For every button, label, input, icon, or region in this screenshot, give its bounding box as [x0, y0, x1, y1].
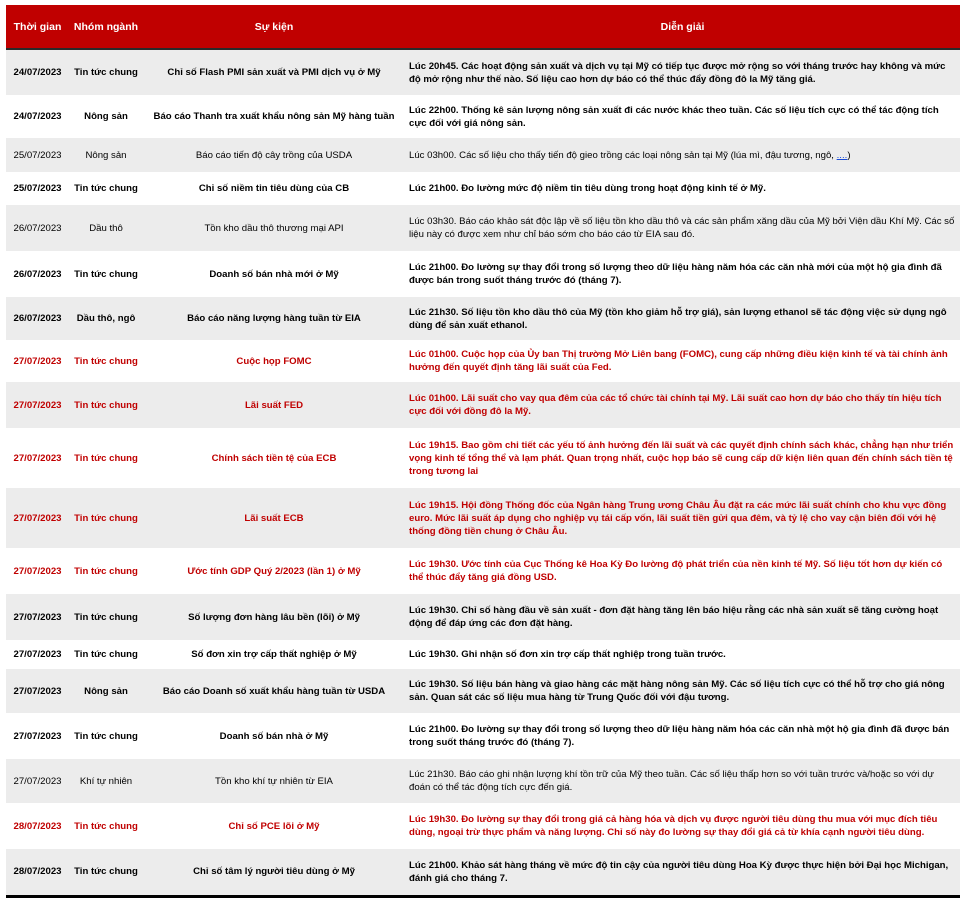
row-description	[405, 669, 960, 713]
row-description-text: Lúc 22h00. Thống kê sản lượng nông sản xuất đi các nước khác theo tuần. Các số liệu tích cực có thể tác động tích cực đối với giá nông sản.	[409, 104, 939, 129]
row-event-text: Doanh số bán nhà mới ở Mỹ	[209, 268, 339, 280]
row-event-text: Tồn kho khí tự nhiên từ EIA	[215, 775, 333, 787]
row-description: Lúc 03h00. Các số liệu cho thấy tiến độ gieo trồng các loại nông sản tại Mỹ (lúa mì, đậu tương, ngô, ....)	[409, 149, 851, 161]
row-group-text: Tin tức chung	[74, 355, 138, 367]
row-group	[69, 297, 143, 340]
row-description	[405, 640, 960, 669]
row-description	[405, 849, 960, 896]
row-event-text: Số đơn xin trợ cấp thất nghiệp ở Mỹ	[191, 649, 357, 660]
table-header	[6, 5, 960, 49]
row-description-text: Lúc 21h00. Khảo sát hàng tháng về mức độ tin cậy của người tiêu dùng Hoa Kỳ được thực hiện bởi Đại học Michigan, đánh giá cho tháng 7.	[409, 859, 949, 884]
row-date	[6, 95, 69, 138]
row-event-text: Doanh số bán nhà ở Mỹ	[219, 730, 329, 742]
row-description	[405, 172, 960, 205]
row-event	[143, 713, 405, 759]
events-table	[6, 5, 960, 898]
row-group-text: Tin tức chung	[74, 866, 138, 878]
row-description	[405, 340, 960, 382]
table-row	[6, 138, 960, 172]
row-event-text: Báo cáo Doanh số xuất khẩu hàng tuần từ USDA	[162, 685, 386, 697]
row-group-text: Tin tức chung	[74, 512, 138, 524]
row-date	[6, 172, 69, 205]
row-date-text: 28/07/2023	[13, 866, 62, 878]
table-row	[6, 849, 960, 896]
table-row	[6, 205, 960, 251]
table-row	[6, 297, 960, 340]
row-event	[143, 548, 405, 594]
row-event	[143, 172, 405, 205]
row-group	[69, 172, 143, 205]
row-event	[143, 340, 405, 382]
row-group	[69, 803, 143, 849]
row-date	[6, 640, 69, 669]
table-row	[6, 640, 960, 669]
row-description-text: Lúc 03h30. Báo cáo khảo sát độc lập về số liệu tồn kho dầu thô và các sản phẩm xăng dầu của Mỹ bởi Viện dầu Khí Mỹ. Các số liệu này có được xem như chỉ báo sớm cho báo cáo từ EIA sau đó.	[409, 216, 955, 240]
economic-calendar	[6, 5, 960, 898]
table-row	[6, 428, 960, 488]
table-row	[6, 803, 960, 849]
row-group	[69, 640, 143, 669]
header-group: Nhóm ngành	[69, 5, 143, 49]
table-row	[6, 759, 960, 803]
row-group	[69, 138, 143, 172]
table-row	[6, 172, 960, 205]
row-group-text: Dầu thô	[89, 222, 123, 234]
row-description	[405, 251, 960, 297]
row-date	[6, 548, 69, 594]
row-description	[405, 803, 960, 849]
row-group	[69, 340, 143, 382]
row-group-text: Nông sản	[85, 149, 127, 161]
row-description	[405, 382, 960, 428]
row-group	[69, 759, 143, 803]
row-description	[405, 95, 960, 138]
row-date-text: 27/07/2023	[13, 355, 62, 367]
row-group	[69, 49, 143, 95]
row-description	[405, 594, 960, 640]
row-group	[69, 428, 143, 488]
row-date-text: 27/07/2023	[13, 649, 62, 660]
row-event	[143, 849, 405, 896]
row-group	[69, 382, 143, 428]
row-description-text: Lúc 21h30. Số liệu tồn kho dầu thô của Mỹ (tồn kho giảm hỗ trợ giá), sản lượng ethanol sẽ tác động việc sử dụng ngô dùng để sản xuất ethanol.	[409, 306, 947, 331]
row-date-text: 27/07/2023	[13, 565, 62, 577]
row-date-text: 27/07/2023	[13, 730, 62, 742]
row-date-text: 27/07/2023	[13, 611, 62, 623]
row-description-text: Lúc 19h30. Ước tính của Cục Thống kê Hoa Kỳ Đo lường độ phát triển của nền kinh tế Mỹ. Số liệu tốt hơn dự kiến có thể thúc đẩy tăng giá đồng USD.	[409, 559, 943, 583]
row-description-text: Lúc 03h00. Các số liệu cho thấy tiến độ gieo trồng các loại nông sản tại Mỹ (lúa mì, đậu tương, ngô,	[409, 149, 834, 161]
row-date-text: 27/07/2023	[13, 512, 62, 524]
row-date	[6, 759, 69, 803]
row-description-text: Lúc 19h30. Đo lường sự thay đổi trong giá cả hàng hóa và dịch vụ được người tiêu dùng thu mua với mục đích tiêu dùng, ngoại trừ thực phẩm và năng lượng. Chỉ số này đo lường sự thay đổi giá cả từ khía cạnh người tiêu dùng.	[409, 814, 938, 838]
row-event	[143, 803, 405, 849]
table-row	[6, 49, 960, 95]
row-group	[69, 548, 143, 594]
row-event	[143, 297, 405, 340]
row-date	[6, 340, 69, 382]
row-group	[69, 849, 143, 896]
row-description-text: Lúc 21h00. Đo lường sự thay đổi trong số lượng theo dữ liệu hàng năm hóa các căn nhà một hộ gia đình đã được bán trong suốt tháng trước đó (tháng 7).	[409, 724, 950, 748]
row-group	[69, 95, 143, 138]
row-event-text: Chỉ số Flash PMI sản xuất và PMI dịch vụ ở Mỹ	[167, 67, 381, 78]
row-group	[69, 669, 143, 713]
row-description-text: Lúc 19h15. Hội đồng Thống đốc của Ngân hàng Trung ương Châu Âu đặt ra các mức lãi suất chính cho khu vực đồng euro. Mức lãi suất áp dụng cho nghiệp vụ tái cấp vốn, lãi suất tiền gửi qua đêm, và tỷ lệ cho vay cận biên đối với hệ thống đồng tiền chung ở Châu Âu.	[409, 499, 947, 537]
row-date-text: 26/07/2023	[13, 268, 62, 280]
row-event-text: Cuộc họp FOMC	[236, 355, 312, 367]
row-event-text: Ước tính GDP Quý 2/2023 (lần 1) ở Mỹ	[187, 565, 361, 577]
row-description	[405, 297, 960, 340]
row-date	[6, 138, 69, 172]
row-event	[143, 49, 405, 95]
row-description-text: Lúc 21h00. Đo lường sự thay đổi trong số lượng theo dữ liệu hàng năm hóa các căn nhà mới của một hộ gia đình đã được bán trong suốt tháng trước đó (tháng 7).	[409, 262, 942, 286]
row-event-text: Báo cáo năng lượng hàng tuần từ EIA	[187, 313, 361, 324]
row-group-text: Tin tức chung	[74, 67, 138, 78]
row-description-text: Lúc 01h00. Lãi suất cho vay qua đêm của các tổ chức tài chính tại Mỹ. Lãi suất cao hơn dự báo cho thấy tín hiệu tích cực đối với đồng đô la Mỹ.	[409, 393, 942, 417]
row-event	[143, 138, 405, 172]
row-description-text: Lúc 01h00. Cuộc họp của Ủy ban Thị trường Mở Liên bang (FOMC), cung cấp những điều kiện kinh tế và tài chính ảnh hưởng đến quyết định tăng lãi suất của Fed.	[409, 349, 948, 373]
row-description	[405, 488, 960, 548]
row-date-text: 24/07/2023	[13, 67, 62, 78]
row-description-text: Lúc 19h30. Chỉ số hàng đầu về sản xuất - đơn đặt hàng tăng lên báo hiệu rằng các nhà sản xuất sẽ tăng cường hoạt động để đáp ứng các đơn đặt hàng.	[409, 605, 939, 629]
row-date	[6, 49, 69, 95]
row-event	[143, 382, 405, 428]
row-description-text: Lúc 20h45. Các hoạt động sản xuất và dịch vụ tại Mỹ có tiếp tục được mở rộng so với tháng trước hay không và mức độ mở rộng như thế nào. Số liệu cao hơn dự báo có thể thúc đẩy đồng đô la Mỹ tăng giá.	[409, 60, 946, 85]
row-date	[6, 669, 69, 713]
row-date	[6, 205, 69, 251]
table-row	[6, 488, 960, 548]
table-row	[6, 340, 960, 382]
row-event-text: Chỉ số niềm tin tiêu dùng của CB	[198, 183, 350, 194]
row-group-text: Tin tức chung	[74, 399, 138, 411]
row-group-text: Tin tức chung	[74, 452, 138, 464]
row-date	[6, 297, 69, 340]
row-event-text: Số lượng đơn hàng lâu bền (lõi) ở Mỹ	[188, 611, 360, 623]
row-date-text: 27/07/2023	[13, 399, 62, 411]
row-event-text: Lãi suất ECB	[244, 512, 304, 524]
table-row	[6, 594, 960, 640]
row-event	[143, 488, 405, 548]
row-date	[6, 251, 69, 297]
row-date	[6, 382, 69, 428]
row-group-text: Nông sản	[84, 685, 128, 697]
row-event-text: Chính sách tiền tệ của ECB	[211, 452, 337, 464]
row-date	[6, 713, 69, 759]
row-event	[143, 640, 405, 669]
row-event-text: Lãi suất FED	[244, 399, 304, 411]
row-description	[405, 548, 960, 594]
row-date-text: 26/07/2023	[13, 313, 62, 324]
row-group	[69, 251, 143, 297]
row-date-text: 25/07/2023	[13, 183, 62, 194]
header-event: Sự kiện	[143, 5, 405, 49]
row-description	[405, 205, 960, 251]
header-time: Thời gian	[6, 5, 69, 49]
row-event	[143, 428, 405, 488]
row-date-text: 24/07/2023	[13, 111, 62, 122]
row-date-text: 26/07/2023	[13, 222, 62, 234]
row-group-text: Tin tức chung	[74, 649, 138, 660]
table-row	[6, 382, 960, 428]
row-group-text: Tin tức chung	[74, 183, 138, 194]
row-description	[405, 428, 960, 488]
row-date	[6, 849, 69, 896]
row-date	[6, 488, 69, 548]
row-date-text: 28/07/2023	[13, 820, 62, 832]
row-date	[6, 803, 69, 849]
table-row	[6, 669, 960, 713]
row-group	[69, 594, 143, 640]
row-event	[143, 759, 405, 803]
row-group-text: Tin tức chung	[74, 565, 138, 577]
row-date-text: 27/07/2023	[13, 685, 62, 697]
row-description	[405, 759, 960, 803]
row-event-text: Chỉ số tâm lý người tiêu dùng ở Mỹ	[193, 866, 355, 878]
row-date-text: 27/07/2023	[13, 775, 62, 787]
row-date	[6, 594, 69, 640]
row-event-text: Báo cáo Thanh tra xuất khẩu nông sản Mỹ hàng tuần	[153, 111, 395, 122]
row-event-text: Báo cáo tiến độ cây trồng của USDA	[195, 149, 353, 161]
row-group-text: Tin tức chung	[74, 268, 138, 280]
row-event-text: Tồn kho dầu thô thương mại API	[204, 222, 344, 234]
table-body	[6, 49, 960, 896]
row-event	[143, 594, 405, 640]
row-event	[143, 251, 405, 297]
row-description-text: Lúc 19h15. Bao gồm chi tiết các yếu tố ảnh hưởng đến lãi suất và các quyết định chính sách khác, chẳng hạn như triển vọng kinh tế tổng thể và lạm phát. Quan trọng nhất, cuộc họp báo sẽ cung cấp dữ kiện liên quan đến chính sách tiền tệ trong tương lai	[409, 439, 954, 477]
row-date-text: 27/07/2023	[13, 452, 62, 464]
table-row	[6, 251, 960, 297]
header-description: Diễn giải	[405, 5, 960, 49]
row-description-text: Lúc 21h00. Đo lường mức độ niềm tin tiêu dùng trong hoạt động kinh tế ở Mỹ.	[409, 183, 766, 194]
row-description-text: Lúc 19h30. Số liệu bán hàng và giao hàng các mặt hàng nông sản Mỹ. Các số liệu tích cực có thể hỗ trợ cho giá nông sản. Quan sát các số liệu mua hàng từ Trung Quốc đối với đậu tương.	[409, 679, 945, 703]
row-description	[405, 49, 960, 95]
table-row	[6, 713, 960, 759]
row-group-text: Tin tức chung	[74, 820, 138, 832]
row-event	[143, 95, 405, 138]
row-group	[69, 488, 143, 548]
row-event	[143, 669, 405, 713]
row-description-text: Lúc 19h30. Ghi nhận số đơn xin trợ cấp thất nghiệp trong tuần trước.	[409, 649, 726, 660]
row-date	[6, 428, 69, 488]
row-group	[69, 205, 143, 251]
row-group-text: Tin tức chung	[74, 611, 138, 623]
row-group	[69, 713, 143, 759]
row-description	[405, 713, 960, 759]
row-date-text: 25/07/2023	[13, 149, 62, 161]
table-row	[6, 95, 960, 138]
row-group-text: Khí tự nhiên	[79, 775, 133, 787]
row-group-text: Dầu thô, ngô	[76, 313, 136, 324]
row-event	[143, 205, 405, 251]
row-description-text: Lúc 21h30. Báo cáo ghi nhận lượng khí tồn trữ của Mỹ theo tuần. Các số liệu thấp hơn so với tuần trước và/hoặc so với dự đoán có thể tác động tích cực đến giá.	[409, 769, 934, 793]
row-event-text: Chỉ số PCE lõi ở Mỹ	[228, 820, 320, 832]
row-group-text: Nông sản	[84, 111, 128, 122]
row-group-text: Tin tức chung	[74, 730, 138, 742]
table-row	[6, 548, 960, 594]
more-link[interactable]: ....	[836, 149, 848, 161]
